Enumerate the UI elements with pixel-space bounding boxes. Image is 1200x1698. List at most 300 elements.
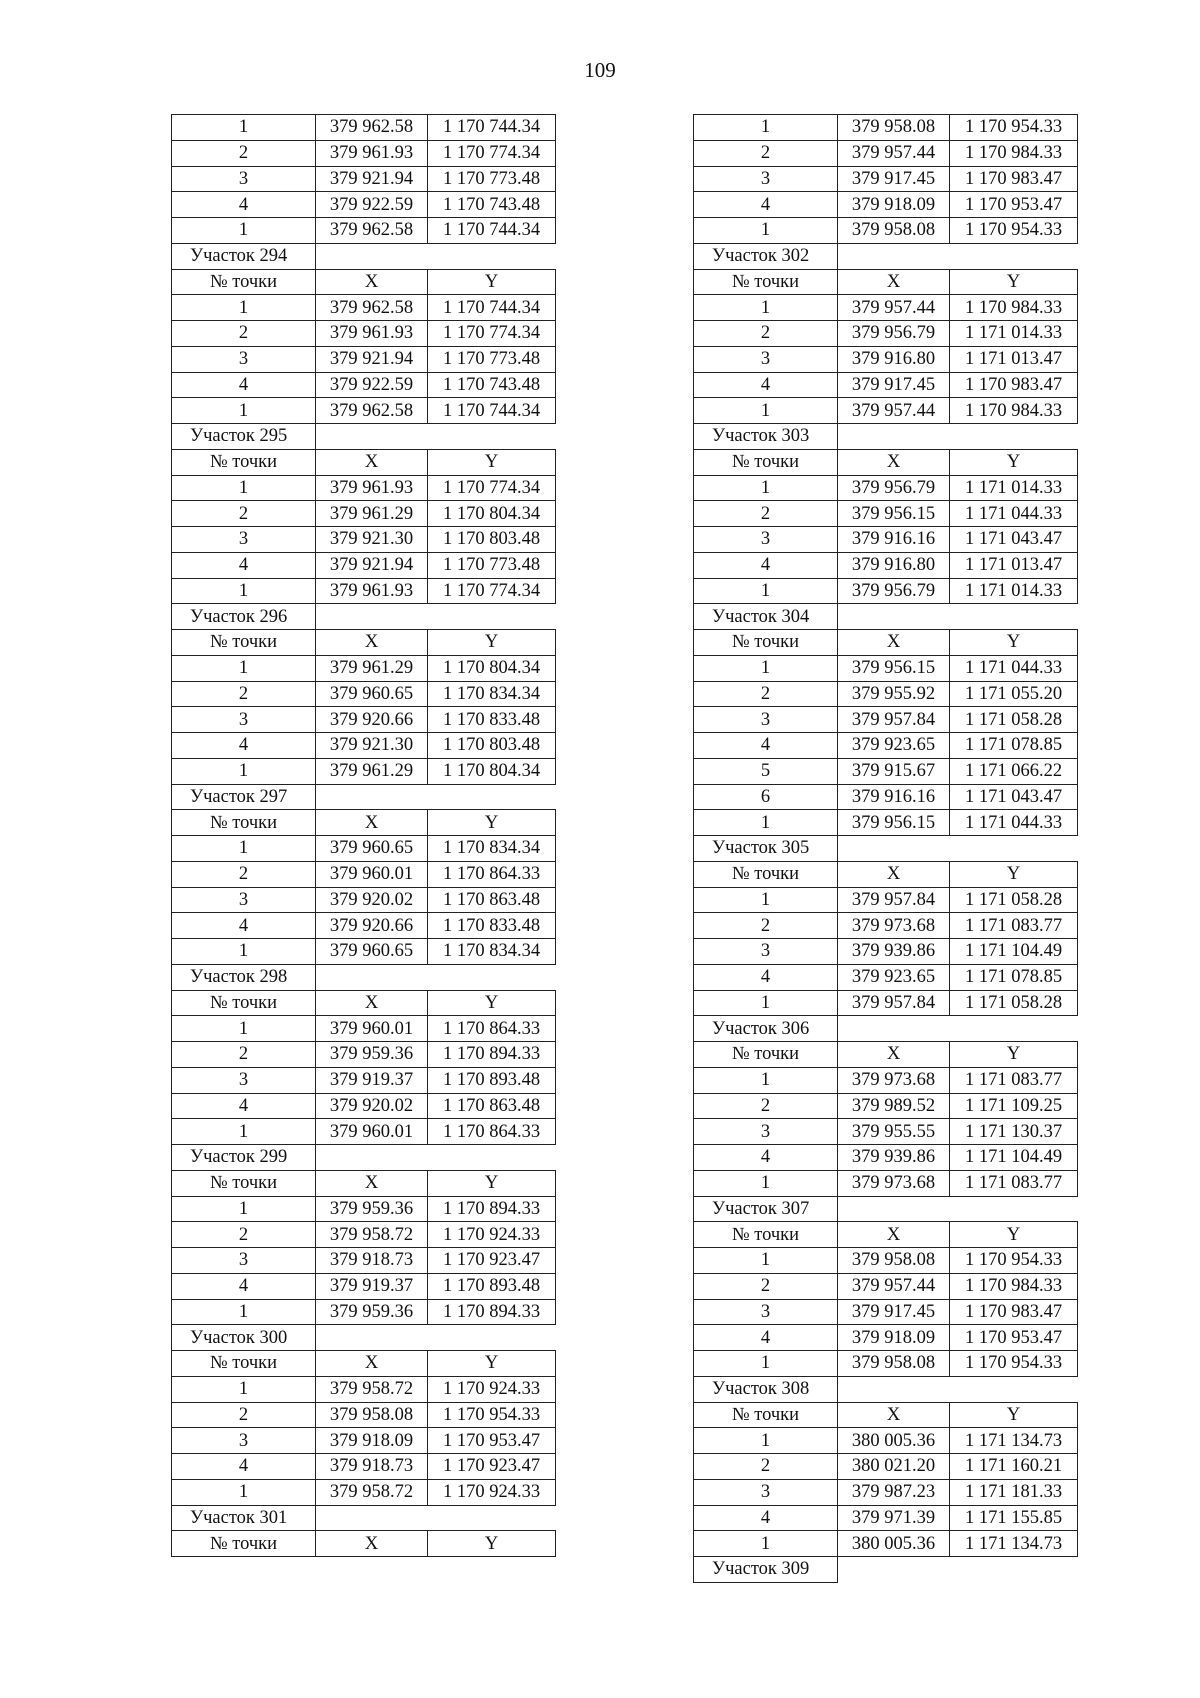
y-coordinate: 1 171 058.28	[950, 707, 1078, 733]
x-coordinate: 379 918.09	[838, 1325, 950, 1351]
point-number: 3	[694, 527, 838, 553]
y-coordinate: 1 170 893.48	[428, 1067, 556, 1093]
table-row	[172, 1428, 556, 1454]
y-coordinate: 1 171 014.33	[950, 475, 1078, 501]
section-label-row	[172, 243, 556, 269]
table-row	[694, 1170, 1078, 1196]
point-number: 1	[172, 295, 316, 321]
table-row	[172, 552, 556, 578]
header-row	[172, 1531, 556, 1557]
section-label-row	[172, 1505, 556, 1531]
x-coordinate: 379 915.67	[838, 758, 950, 784]
section-label-row	[694, 836, 1078, 862]
point-number: 2	[172, 1042, 316, 1068]
blank-cell	[838, 1016, 1078, 1042]
table-row	[172, 655, 556, 681]
x-coordinate: 379 961.29	[316, 501, 428, 527]
x-coordinate: 380 005.36	[838, 1428, 950, 1454]
point-number: 1	[172, 1196, 316, 1222]
table-row	[694, 655, 1078, 681]
table-row	[694, 578, 1078, 604]
y-coordinate: 1 171 083.77	[950, 1067, 1078, 1093]
table-row	[694, 475, 1078, 501]
header-point: № точки	[694, 1402, 838, 1428]
table-row	[694, 939, 1078, 965]
section-label: Участок 296	[172, 604, 316, 630]
x-coordinate: 379 920.66	[316, 707, 428, 733]
table-row	[694, 295, 1078, 321]
point-number: 1	[694, 1248, 838, 1274]
table-row	[172, 1016, 556, 1042]
x-coordinate: 379 921.94	[316, 552, 428, 578]
header-row	[694, 861, 1078, 887]
table-row	[172, 1248, 556, 1274]
x-coordinate: 380 021.20	[838, 1454, 950, 1480]
point-number: 2	[694, 140, 838, 166]
table-row	[172, 939, 556, 965]
table-row	[694, 707, 1078, 733]
table-row	[694, 913, 1078, 939]
section-label-row	[172, 964, 556, 990]
y-coordinate: 1 170 923.47	[428, 1248, 556, 1274]
x-coordinate: 379 916.80	[838, 552, 950, 578]
header-x: X	[838, 861, 950, 887]
point-number: 3	[694, 346, 838, 372]
point-number: 1	[172, 939, 316, 965]
header-y: Y	[950, 449, 1078, 475]
header-point: № точки	[694, 861, 838, 887]
section-label-row	[172, 604, 556, 630]
point-number: 3	[694, 939, 838, 965]
point-number: 3	[172, 1067, 316, 1093]
blank-cell	[316, 1145, 556, 1171]
section-label: Участок 300	[172, 1325, 316, 1351]
point-number: 3	[694, 166, 838, 192]
x-coordinate: 379 971.39	[838, 1505, 950, 1531]
header-row	[694, 1042, 1078, 1068]
x-coordinate: 379 957.44	[838, 140, 950, 166]
header-y: Y	[428, 449, 556, 475]
header-point: № точки	[172, 1531, 316, 1557]
section-label: Участок 306	[694, 1016, 838, 1042]
point-number: 2	[694, 1093, 838, 1119]
table-row	[172, 166, 556, 192]
coordinates-table-right	[693, 114, 1078, 1583]
header-y: Y	[950, 1042, 1078, 1068]
y-coordinate: 1 171 055.20	[950, 681, 1078, 707]
point-number: 2	[172, 140, 316, 166]
x-coordinate: 379 958.08	[838, 115, 950, 141]
table-row	[172, 192, 556, 218]
x-coordinate: 379 919.37	[316, 1273, 428, 1299]
point-number: 3	[172, 1248, 316, 1274]
y-coordinate: 1 170 773.48	[428, 552, 556, 578]
x-coordinate: 379 958.08	[838, 1351, 950, 1377]
table-row	[172, 1402, 556, 1428]
point-number: 2	[694, 501, 838, 527]
section-label-row	[172, 1145, 556, 1171]
x-coordinate: 379 923.65	[838, 964, 950, 990]
point-number: 1	[172, 218, 316, 244]
y-coordinate: 1 170 744.34	[428, 218, 556, 244]
y-coordinate: 1 170 983.47	[950, 372, 1078, 398]
point-number: 2	[694, 1273, 838, 1299]
table-row	[172, 372, 556, 398]
point-number: 2	[172, 321, 316, 347]
point-number: 1	[694, 295, 838, 321]
section-label: Участок 309	[694, 1557, 838, 1583]
point-number: 1	[172, 1376, 316, 1402]
table-row	[172, 1093, 556, 1119]
y-coordinate: 1 170 863.48	[428, 887, 556, 913]
table-row	[694, 758, 1078, 784]
y-coordinate: 1 170 834.34	[428, 681, 556, 707]
table-row	[172, 681, 556, 707]
point-number: 1	[694, 1351, 838, 1377]
y-coordinate: 1 170 954.33	[950, 1351, 1078, 1377]
section-label: Участок 299	[172, 1145, 316, 1171]
header-y: Y	[950, 861, 1078, 887]
y-coordinate: 1 170 834.34	[428, 939, 556, 965]
table-row	[172, 836, 556, 862]
point-number: 5	[694, 758, 838, 784]
table-row	[694, 346, 1078, 372]
table-row	[694, 1273, 1078, 1299]
blank-cell	[316, 243, 556, 269]
section-label: Участок 295	[172, 424, 316, 450]
header-row	[172, 990, 556, 1016]
x-coordinate: 379 961.29	[316, 655, 428, 681]
x-coordinate: 379 957.44	[838, 1273, 950, 1299]
y-coordinate: 1 170 953.47	[950, 192, 1078, 218]
point-number: 1	[172, 836, 316, 862]
page-number: 109	[584, 58, 616, 82]
table-row	[172, 1042, 556, 1068]
y-coordinate: 1 171 044.33	[950, 655, 1078, 681]
header-y: Y	[428, 1351, 556, 1377]
y-coordinate: 1 170 864.33	[428, 861, 556, 887]
blank-cell	[316, 784, 556, 810]
header-point: № точки	[172, 1170, 316, 1196]
header-y: Y	[950, 1402, 1078, 1428]
table-row	[172, 218, 556, 244]
section-label-row	[694, 243, 1078, 269]
header-row	[172, 810, 556, 836]
blank-cell	[838, 604, 1078, 630]
header-point: № точки	[172, 990, 316, 1016]
x-coordinate: 379 957.84	[838, 990, 950, 1016]
header-row	[694, 449, 1078, 475]
header-point: № точки	[172, 810, 316, 836]
table-row	[172, 733, 556, 759]
y-coordinate: 1 170 984.33	[950, 398, 1078, 424]
point-number: 1	[172, 578, 316, 604]
table-row	[172, 1299, 556, 1325]
x-coordinate: 379 956.79	[838, 475, 950, 501]
section-label: Участок 294	[172, 243, 316, 269]
y-coordinate: 1 171 104.49	[950, 939, 1078, 965]
table-row	[694, 115, 1078, 141]
point-number: 1	[694, 887, 838, 913]
point-number: 3	[172, 707, 316, 733]
table-row	[694, 218, 1078, 244]
header-row	[694, 1222, 1078, 1248]
x-coordinate: 379 916.16	[838, 527, 950, 553]
header-y: Y	[428, 269, 556, 295]
x-coordinate: 379 959.36	[316, 1196, 428, 1222]
table-row	[694, 372, 1078, 398]
header-point: № точки	[172, 1351, 316, 1377]
y-coordinate: 1 170 803.48	[428, 733, 556, 759]
section-label: Участок 307	[694, 1196, 838, 1222]
section-label: Участок 304	[694, 604, 838, 630]
x-coordinate: 379 955.55	[838, 1119, 950, 1145]
x-coordinate: 379 960.65	[316, 939, 428, 965]
point-number: 1	[694, 1170, 838, 1196]
y-coordinate: 1 170 953.47	[950, 1325, 1078, 1351]
x-coordinate: 379 961.93	[316, 578, 428, 604]
y-coordinate: 1 171 155.85	[950, 1505, 1078, 1531]
y-coordinate: 1 171 066.22	[950, 758, 1078, 784]
y-coordinate: 1 171 083.77	[950, 913, 1078, 939]
y-coordinate: 1 170 744.34	[428, 398, 556, 424]
y-coordinate: 1 170 984.33	[950, 1273, 1078, 1299]
table-row	[694, 1505, 1078, 1531]
y-coordinate: 1 170 924.33	[428, 1376, 556, 1402]
y-coordinate: 1 171 134.73	[950, 1428, 1078, 1454]
x-coordinate: 379 958.72	[316, 1376, 428, 1402]
x-coordinate: 379 921.30	[316, 733, 428, 759]
header-x: X	[316, 1531, 428, 1557]
header-x: X	[316, 630, 428, 656]
x-coordinate: 379 918.73	[316, 1248, 428, 1274]
x-coordinate: 379 960.01	[316, 1016, 428, 1042]
y-coordinate: 1 171 181.33	[950, 1479, 1078, 1505]
header-row	[172, 449, 556, 475]
y-coordinate: 1 170 984.33	[950, 295, 1078, 321]
table-row	[172, 1376, 556, 1402]
header-x: X	[838, 1222, 950, 1248]
section-label-row	[694, 424, 1078, 450]
table-row	[694, 1531, 1078, 1557]
x-coordinate: 379 920.66	[316, 913, 428, 939]
table-row	[172, 527, 556, 553]
x-coordinate: 379 939.86	[838, 1145, 950, 1171]
point-number: 4	[694, 1505, 838, 1531]
x-coordinate: 379 961.93	[316, 321, 428, 347]
header-y: Y	[950, 1222, 1078, 1248]
x-coordinate: 379 919.37	[316, 1067, 428, 1093]
table-row	[694, 398, 1078, 424]
point-number: 2	[172, 1402, 316, 1428]
x-coordinate: 379 921.30	[316, 527, 428, 553]
header-point: № точки	[694, 1222, 838, 1248]
table-row	[694, 1428, 1078, 1454]
x-coordinate: 379 961.29	[316, 758, 428, 784]
blank-cell	[316, 964, 556, 990]
x-coordinate: 379 973.68	[838, 1067, 950, 1093]
table-row	[694, 1479, 1078, 1505]
x-coordinate: 379 956.15	[838, 501, 950, 527]
table-row	[694, 1093, 1078, 1119]
x-coordinate: 379 939.86	[838, 939, 950, 965]
point-number: 1	[694, 1428, 838, 1454]
table-row	[694, 887, 1078, 913]
header-x: X	[838, 1042, 950, 1068]
point-number: 1	[694, 218, 838, 244]
table-row	[172, 1119, 556, 1145]
point-number: 1	[172, 115, 316, 141]
y-coordinate: 1 170 954.33	[950, 1248, 1078, 1274]
y-coordinate: 1 171 104.49	[950, 1145, 1078, 1171]
point-number: 4	[172, 552, 316, 578]
blank-cell	[838, 836, 1078, 862]
point-number: 3	[172, 527, 316, 553]
point-number: 4	[172, 192, 316, 218]
point-number: 2	[694, 681, 838, 707]
point-number: 4	[694, 372, 838, 398]
y-coordinate: 1 170 834.34	[428, 836, 556, 862]
y-coordinate: 1 170 953.47	[428, 1428, 556, 1454]
y-coordinate: 1 170 773.48	[428, 346, 556, 372]
point-number: 2	[172, 681, 316, 707]
x-coordinate: 379 973.68	[838, 1170, 950, 1196]
header-y: Y	[950, 630, 1078, 656]
blank-cell	[838, 243, 1078, 269]
point-number: 3	[694, 1299, 838, 1325]
x-coordinate: 379 959.36	[316, 1299, 428, 1325]
blank-cell	[316, 424, 556, 450]
point-number: 3	[694, 707, 838, 733]
y-coordinate: 1 171 160.21	[950, 1454, 1078, 1480]
y-coordinate: 1 170 774.34	[428, 475, 556, 501]
header-point: № точки	[694, 1042, 838, 1068]
x-coordinate: 379 958.08	[838, 1248, 950, 1274]
x-coordinate: 379 956.79	[838, 578, 950, 604]
x-coordinate: 379 958.72	[316, 1479, 428, 1505]
x-coordinate: 379 989.52	[838, 1093, 950, 1119]
point-number: 1	[172, 655, 316, 681]
table-row	[172, 861, 556, 887]
table-row	[172, 1273, 556, 1299]
x-coordinate: 379 918.09	[316, 1428, 428, 1454]
y-coordinate: 1 170 744.34	[428, 295, 556, 321]
table-row	[694, 1351, 1078, 1377]
coordinates-table-left	[171, 114, 556, 1557]
x-coordinate: 379 960.65	[316, 836, 428, 862]
x-coordinate: 379 957.44	[838, 398, 950, 424]
table-row	[694, 552, 1078, 578]
section-label: Участок 303	[694, 424, 838, 450]
header-x: X	[316, 1351, 428, 1377]
y-coordinate: 1 170 864.33	[428, 1119, 556, 1145]
y-coordinate: 1 170 893.48	[428, 1273, 556, 1299]
y-coordinate: 1 171 078.85	[950, 964, 1078, 990]
x-coordinate: 379 956.79	[838, 321, 950, 347]
header-row	[694, 1402, 1078, 1428]
y-coordinate: 1 171 134.73	[950, 1531, 1078, 1557]
section-label: Участок 305	[694, 836, 838, 862]
table-row	[694, 166, 1078, 192]
x-coordinate: 379 955.92	[838, 681, 950, 707]
y-coordinate: 1 171 109.25	[950, 1093, 1078, 1119]
header-y: Y	[428, 1531, 556, 1557]
header-row	[694, 269, 1078, 295]
x-coordinate: 379 957.84	[838, 887, 950, 913]
point-number: 3	[172, 1428, 316, 1454]
blank-cell	[316, 1325, 556, 1351]
table-row	[172, 758, 556, 784]
table-row	[694, 990, 1078, 1016]
y-coordinate: 1 170 954.33	[950, 115, 1078, 141]
point-number: 4	[694, 964, 838, 990]
x-coordinate: 379 960.01	[316, 861, 428, 887]
y-coordinate: 1 170 923.47	[428, 1454, 556, 1480]
point-number: 4	[694, 733, 838, 759]
point-number: 3	[172, 166, 316, 192]
point-number: 1	[694, 1531, 838, 1557]
y-coordinate: 1 170 743.48	[428, 192, 556, 218]
point-number: 1	[694, 115, 838, 141]
table-row	[172, 140, 556, 166]
point-number: 1	[694, 810, 838, 836]
y-coordinate: 1 171 078.85	[950, 733, 1078, 759]
x-coordinate: 379 917.45	[838, 166, 950, 192]
table-row	[172, 475, 556, 501]
section-label: Участок 298	[172, 964, 316, 990]
header-point: № точки	[172, 630, 316, 656]
header-x: X	[316, 449, 428, 475]
point-number: 1	[694, 398, 838, 424]
x-coordinate: 379 921.94	[316, 166, 428, 192]
y-coordinate: 1 171 043.47	[950, 784, 1078, 810]
header-point: № точки	[172, 269, 316, 295]
x-coordinate: 379 958.08	[316, 1402, 428, 1428]
point-number: 2	[172, 861, 316, 887]
point-number: 4	[172, 1093, 316, 1119]
header-point: № точки	[694, 630, 838, 656]
table-row	[694, 964, 1078, 990]
x-coordinate: 379 962.58	[316, 295, 428, 321]
point-number: 2	[694, 321, 838, 347]
section-label-row	[172, 424, 556, 450]
y-coordinate: 1 170 863.48	[428, 1093, 556, 1119]
x-coordinate: 379 956.15	[838, 655, 950, 681]
table-row	[694, 1454, 1078, 1480]
x-coordinate: 379 962.58	[316, 218, 428, 244]
y-coordinate: 1 170 833.48	[428, 913, 556, 939]
point-number: 1	[694, 990, 838, 1016]
header-row	[172, 1170, 556, 1196]
table-row	[172, 913, 556, 939]
y-coordinate: 1 171 130.37	[950, 1119, 1078, 1145]
y-coordinate: 1 171 014.33	[950, 321, 1078, 347]
y-coordinate: 1 170 894.33	[428, 1196, 556, 1222]
x-coordinate: 379 957.84	[838, 707, 950, 733]
point-number: 4	[172, 733, 316, 759]
x-coordinate: 379 918.09	[838, 192, 950, 218]
blank-cell	[838, 1196, 1078, 1222]
point-number: 1	[694, 578, 838, 604]
x-coordinate: 379 962.58	[316, 398, 428, 424]
y-coordinate: 1 170 983.47	[950, 1299, 1078, 1325]
header-row	[172, 269, 556, 295]
point-number: 4	[694, 1325, 838, 1351]
table-row	[172, 1454, 556, 1480]
y-coordinate: 1 170 774.34	[428, 321, 556, 347]
section-label: Участок 297	[172, 784, 316, 810]
x-coordinate: 379 961.93	[316, 475, 428, 501]
